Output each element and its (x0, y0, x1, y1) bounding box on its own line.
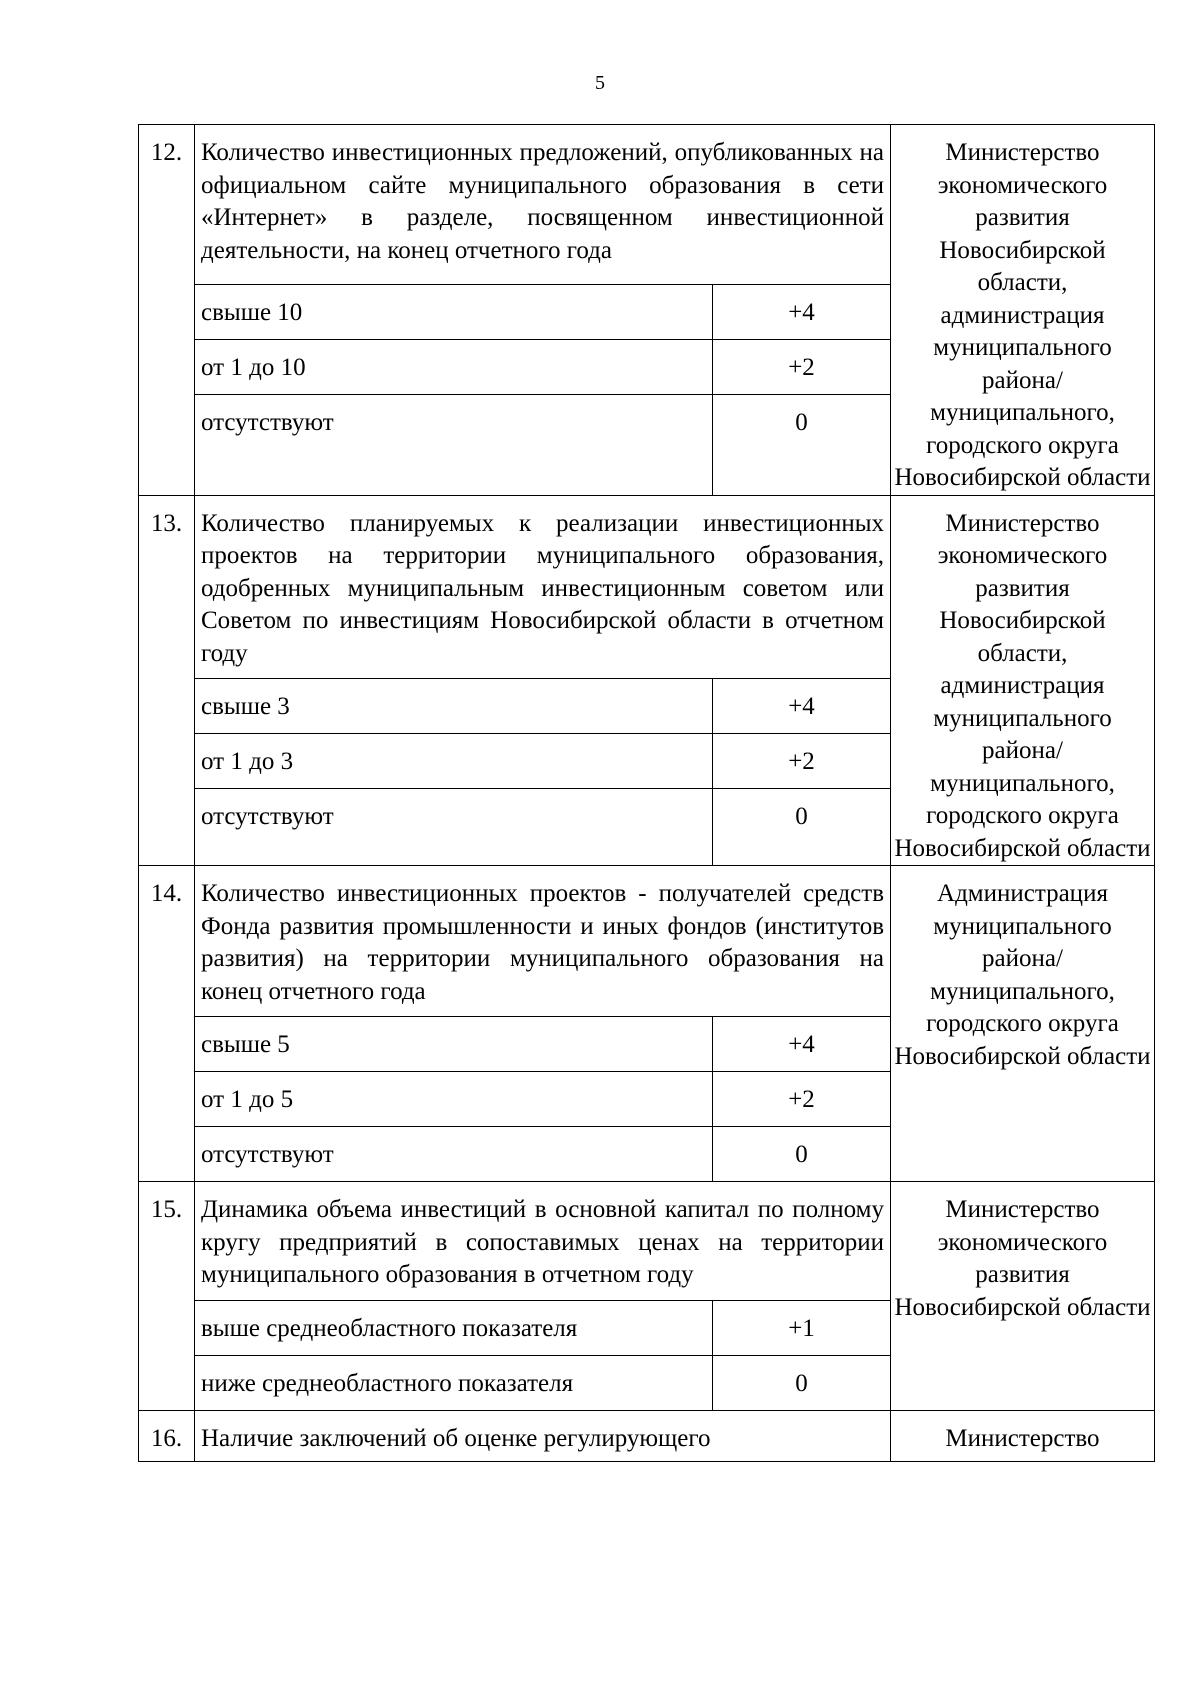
criterion-text: Количество планируемых к реализации инвестиционных проектов на территории муниципального образования, одобренных муниципальным инвестиционным советом или Советом по инвестициям Новосибирской области в отчетном году (195, 495, 891, 679)
table-row (139, 125, 1155, 285)
option-label: свыше 10 (195, 284, 713, 339)
responsible-body: Министерство экономического развития Новосибирской области, администрация муниципального района/муниципального, городского округа Новосибирской области (891, 125, 1155, 496)
option-label: от 1 до 3 (195, 734, 713, 789)
criterion-text: Количество инвестиционных проектов - получателей средств Фонда развития промышленности и иных фондов (институтов развития) на территории муниципального образования на конец отчетного года (195, 866, 891, 1017)
option-label: от 1 до 10 (195, 339, 713, 394)
responsible-body: Министерство экономического развития Новосибирской области (891, 1182, 1155, 1411)
option-label: отсутствуют (195, 789, 713, 866)
responsible-body: Министерство (891, 1410, 1155, 1462)
table-row (139, 866, 1155, 1017)
option-points: +1 (713, 1300, 891, 1355)
option-points: +2 (713, 339, 891, 394)
option-points: +2 (713, 1072, 891, 1127)
option-label: отсутствуют (195, 1127, 713, 1182)
table-row (139, 1410, 1155, 1462)
page-number: 5 (595, 72, 605, 94)
criterion-text: Количество инвестиционных предложений, опубликованных на официальном сайте муниципального образования в сети «Интернет» в разделе, посвященном инвестиционной деятельности, на конец отчетного года (195, 125, 891, 285)
criterion-text: Динамика объема инвестиций в основной капитал по полному кругу предприятий в сопоставимых ценах на территории муниципального образования в отчетном году (195, 1182, 891, 1301)
option-label: свыше 3 (195, 679, 713, 734)
table-row (139, 1182, 1155, 1301)
option-points: +2 (713, 734, 891, 789)
row-number: 12. (139, 125, 195, 496)
option-label: выше среднеобластного показателя (195, 1300, 713, 1355)
option-points: +4 (713, 284, 891, 339)
option-label: от 1 до 5 (195, 1072, 713, 1127)
option-label: свыше 5 (195, 1017, 713, 1072)
criteria-table (138, 124, 1154, 1462)
criterion-text: Наличие заключений об оценке регулирующего (195, 1410, 891, 1462)
table-row (139, 495, 1155, 679)
option-points: +4 (713, 679, 891, 734)
responsible-body: Министерство экономического развития Новосибирской области, администрация муниципального района/муниципального, городского округа Новосибирской области (891, 495, 1155, 866)
option-label: отсутствуют (195, 394, 713, 495)
option-points: +4 (713, 1017, 891, 1072)
option-points: 0 (713, 1355, 891, 1410)
responsible-body: Администрация муниципального района/муниципального, городского округа Новосибирской области (891, 866, 1155, 1182)
option-points: 0 (713, 394, 891, 495)
option-points: 0 (713, 1127, 891, 1182)
option-label: ниже среднеобластного показателя (195, 1355, 713, 1410)
row-number: 14. (139, 866, 195, 1182)
option-points: 0 (713, 789, 891, 866)
row-number: 15. (139, 1182, 195, 1411)
row-number: 13. (139, 495, 195, 866)
row-number: 16. (139, 1410, 195, 1462)
